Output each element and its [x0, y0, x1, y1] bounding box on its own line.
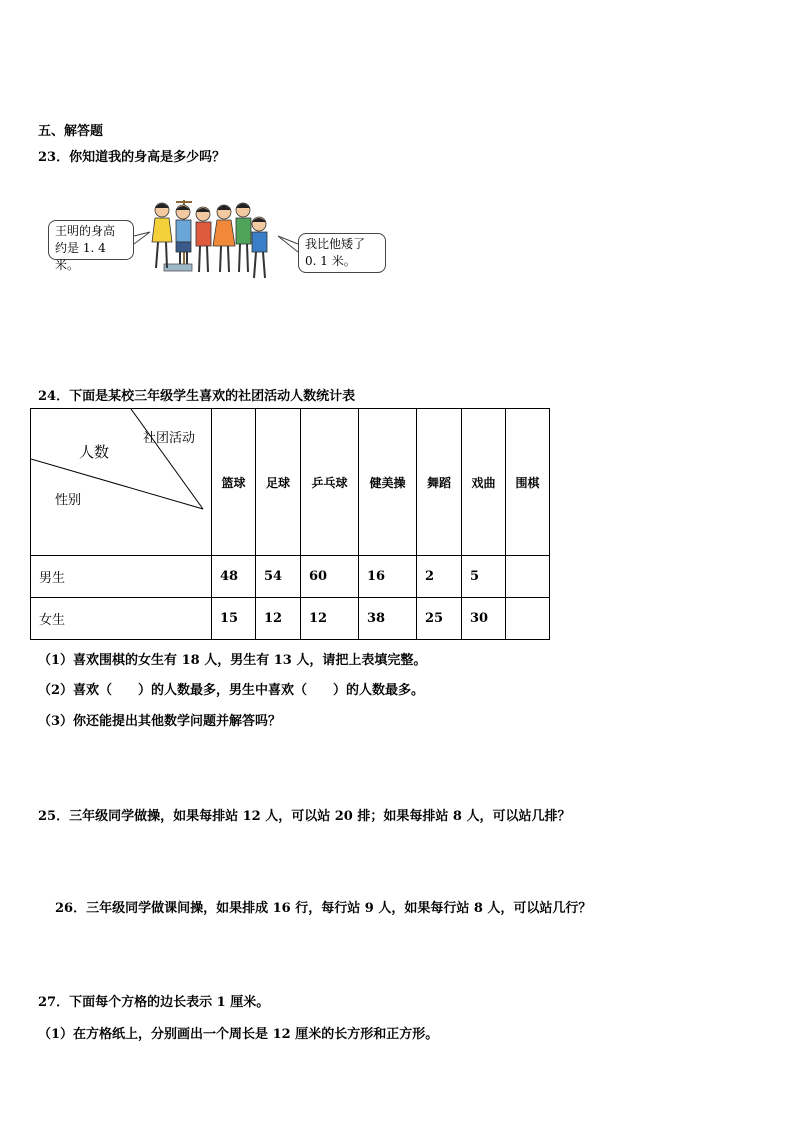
table-corner-cell	[31, 409, 212, 556]
corner-people-label: 人数	[79, 443, 110, 461]
corner-gender-label: 性别	[55, 493, 82, 508]
header-football: 足球	[256, 409, 301, 556]
cell-boys-dance: 2	[417, 556, 462, 598]
cell-boys-football: 54	[256, 556, 301, 598]
child-6	[252, 217, 267, 278]
cell-boys-aerobics: 16	[359, 556, 417, 598]
cell-boys-pingpong: 60	[301, 556, 359, 598]
q24-sub3: （3）你还能提出其他数学问题并解答吗？	[38, 714, 282, 729]
cell-boys-opera: 5	[462, 556, 506, 598]
cell-girls-football: 12	[256, 598, 301, 640]
cell-girls-basketball: 15	[212, 598, 256, 640]
cell-girls-dance: 25	[417, 598, 462, 640]
cell-boys-basketball: 48	[212, 556, 256, 598]
q24-sub1: （1）喜欢围棋的女生有 18 人，男生有 13 人，请把上表填完整。	[38, 653, 427, 668]
q27-title: 27．下面每个方格的边长表示 1 厘米。	[38, 995, 270, 1010]
child-1	[152, 203, 172, 268]
bubble-right	[298, 233, 386, 273]
cell-girls-pingpong: 12	[301, 598, 359, 640]
child-4	[213, 205, 235, 272]
bubble-left-line1: 王明的身高	[55, 224, 116, 238]
cell-girls-opera: 30	[462, 598, 506, 640]
q27-sub1: （1）在方格纸上，分别画出一个周长是 12 厘米的长方形和正方形。	[38, 1027, 439, 1042]
child-5	[236, 203, 251, 272]
cell-girls-aerobics: 38	[359, 598, 417, 640]
table-row	[31, 598, 550, 640]
q24-title: 24．下面是某校三年级学生喜欢的社团活动人数统计表	[38, 389, 356, 404]
header-opera: 戏曲	[462, 409, 506, 556]
row-label-girls: 女生	[31, 598, 212, 640]
cell-boys-go[interactable]	[506, 556, 550, 598]
table-row	[31, 556, 550, 598]
cell-girls-go[interactable]	[506, 598, 550, 640]
header-aerobics: 健美操	[359, 409, 417, 556]
q26-text: 26．三年级同学做课间操，如果排成 16 行，每行站 9 人，如果每行站 8 人，可以站几行？	[55, 901, 592, 916]
bubble-right-line1: 我比他矮了	[305, 237, 366, 251]
child-3	[196, 207, 211, 272]
height-illustration	[46, 196, 391, 288]
bubble-right-line2: 0. 1 米。	[305, 254, 356, 268]
q23-title: 23．你知道我的身高是多少吗？	[38, 150, 226, 165]
header-go: 围棋	[506, 409, 550, 556]
club-stats-table	[30, 408, 550, 640]
section-title: 五、解答题	[38, 124, 104, 139]
q25-text: 25．三年级同学做操，如果每排站 12 人，可以站 20 排；如果每排站 8 人，可以站几排？	[38, 809, 571, 824]
bubble-left-line2: 约是 1. 4 米。	[55, 241, 106, 272]
corner-activity-label: 社团活动	[143, 431, 196, 446]
q24-sub2: （2）喜欢（ ）的人数最多，男生中喜欢（ ）的人数最多。	[38, 683, 425, 698]
header-basketball: 篮球	[212, 409, 256, 556]
header-pingpong: 乒乓球	[301, 409, 359, 556]
row-label-boys: 男生	[31, 556, 212, 598]
header-dance: 舞蹈	[417, 409, 462, 556]
